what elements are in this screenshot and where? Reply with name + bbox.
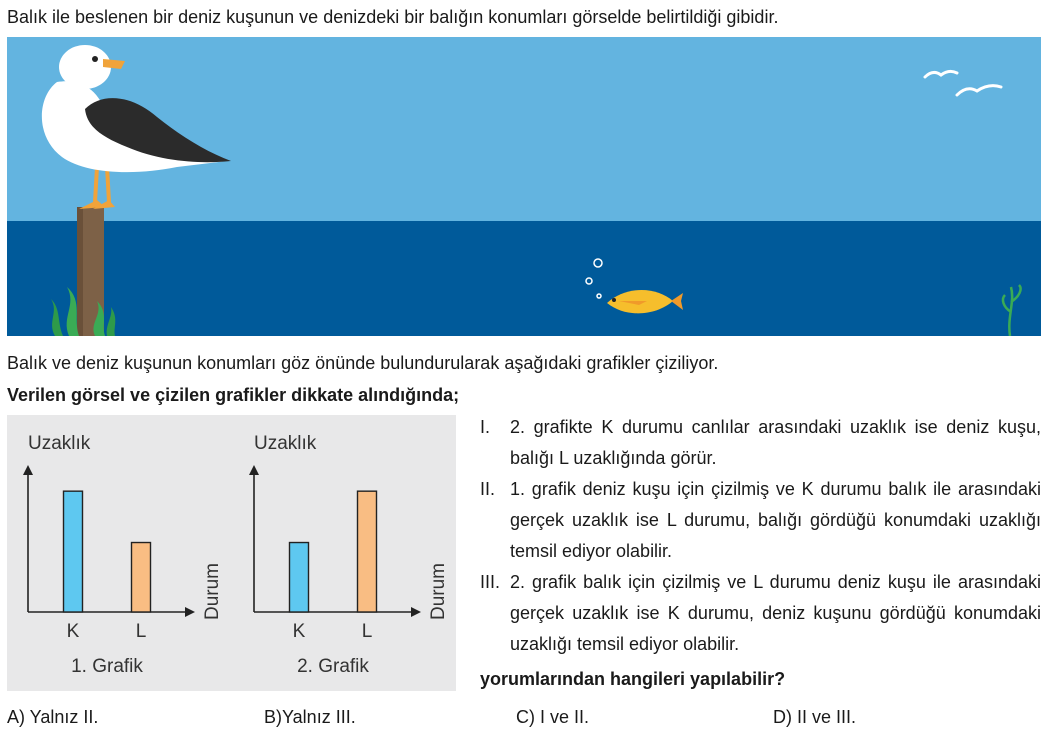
chart-2-y-axis-arrow: [249, 465, 259, 475]
charts-svg: [7, 415, 456, 691]
choice-c[interactable]: C) I ve II.: [516, 707, 590, 727]
chart-2-title: 2. Grafik: [297, 656, 369, 677]
chart-1-tick-label-K: K: [66, 621, 80, 642]
chart-2-bar-L: [358, 491, 377, 612]
sea-scene-illustration: [7, 37, 1041, 336]
prompt: Verilen görsel ve çizilen grafikler dikkate alındığında;: [7, 385, 460, 405]
chart-2-x-axis-arrow: [411, 607, 421, 617]
statement-number: III.: [480, 572, 501, 592]
scene-svg: [7, 37, 1041, 336]
statement-number: II.: [480, 479, 496, 499]
chart-1-y-axis-arrow: [23, 465, 33, 475]
statement-1: [480, 412, 1041, 474]
charts-panel: [7, 415, 456, 691]
choice-a[interactable]: A) Yalnız II.: [7, 707, 99, 727]
statement-text: 1. grafik deniz kuşu için çizilmiş ve K durumu balık ile arasındaki gerçek uzaklık ise L durumu, balığı gördüğü konumdaki uzaklığı temsil ediyor olabilir.: [510, 479, 1041, 561]
sea: [7, 221, 1041, 336]
question-text: yorumlarından hangileri yapılabilir?: [480, 669, 786, 689]
statement-number: I.: [480, 417, 491, 437]
chart-1-bar-K: [64, 491, 83, 612]
statement-2: [480, 474, 1041, 567]
subtext: Balık ve deniz kuşunun konumları göz önünde bulundurularak aşağıdaki grafikler çiziliyor.: [7, 353, 719, 373]
chart-2-ylabel: Uzaklık: [254, 433, 317, 454]
chart-1-x-axis-arrow: [185, 607, 195, 617]
chart-2-bar-K: [290, 543, 309, 612]
chart-1-ylabel: Uzaklık: [28, 433, 91, 454]
chart-1-tick-label-L: L: [135, 621, 147, 642]
chart-1-xlabel: Durum: [202, 562, 223, 620]
choice-d[interactable]: D) II ve III.: [773, 707, 857, 727]
choice-b[interactable]: B)Yalnız III.: [264, 707, 356, 727]
statement-3: [480, 567, 1041, 660]
chart-2-tick-label-K: K: [292, 621, 306, 642]
statement-text: 2. grafik balık için çizilmiş ve L durumu deniz kuşu ile arasındaki gerçek uzaklık ise K durumu, deniz kuşunu gördüğü konumdaki uzaklığı temsil ediyor olabilir.: [510, 572, 1041, 654]
chart-1-title: 1. Grafik: [71, 656, 143, 677]
intro-text: Balık ile beslenen bir deniz kuşunun ve denizdeki bir balığın konumları görselde belirtildiği gibidir.: [7, 7, 779, 27]
chart-2-tick-label-L: L: [361, 621, 373, 642]
statement-text: 2. grafikte K durumu canlılar arasındaki uzaklık ise deniz kuşu, balığı L uzaklığında görür.: [510, 417, 1041, 468]
chart-1-bar-L: [132, 543, 151, 612]
chart-2-xlabel: Durum: [428, 562, 449, 620]
